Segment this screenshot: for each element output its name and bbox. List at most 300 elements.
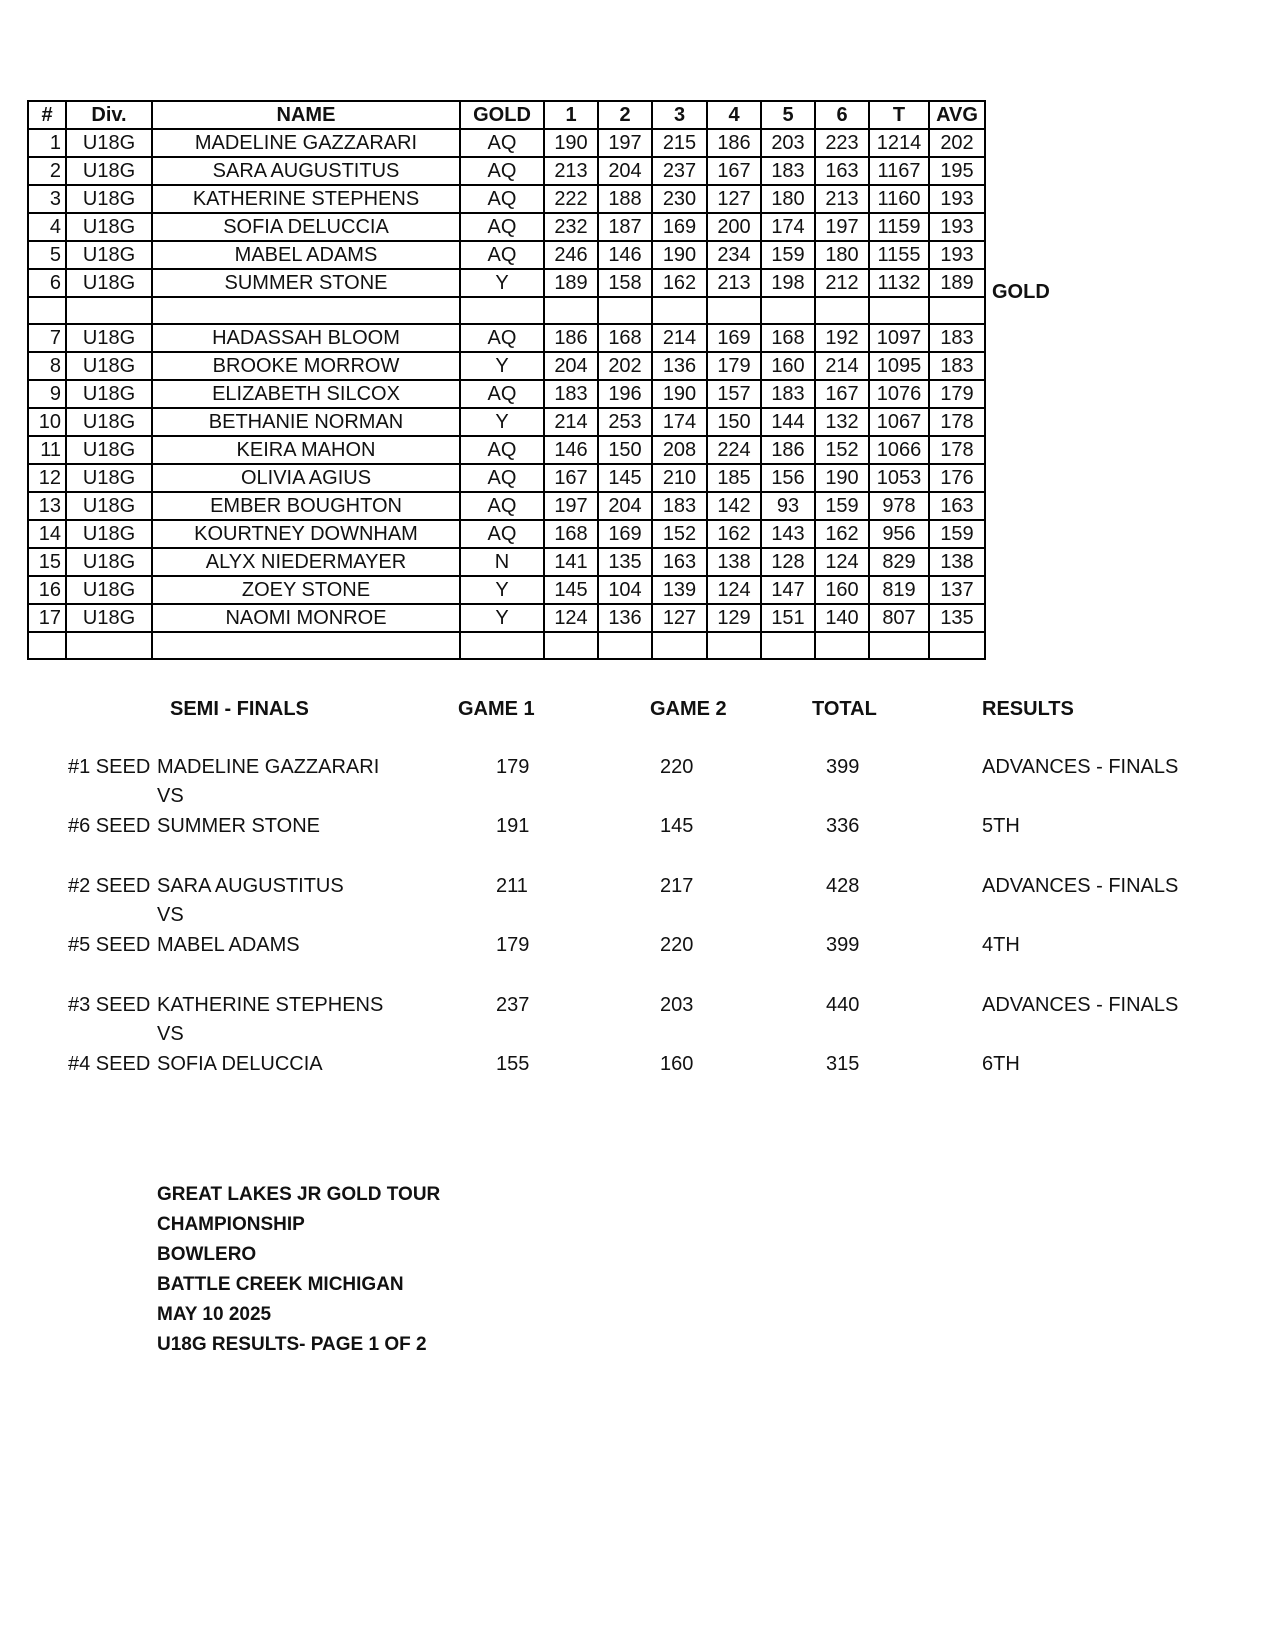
table-row [28,520,985,548]
footer-line: U18G RESULTS- PAGE 1 OF 2 [157,1334,427,1355]
gold-cutoff-label: GOLD [992,281,1050,303]
table-cell [544,632,598,659]
table-cell: 129 [707,604,761,632]
table-cell: 183 [761,380,815,408]
event-footer [157,1180,440,1360]
table-cell: 169 [652,213,707,241]
table-cell: 183 [929,352,985,380]
table-cell: 142 [707,492,761,520]
table-cell: 183 [761,157,815,185]
col-header: GOLD [460,101,544,129]
table-cell: 15 [28,548,66,576]
table-cell: 162 [652,269,707,297]
bowler-name: SUMMER STONE [157,815,320,837]
table-cell [652,632,707,659]
table-cell: 195 [929,157,985,185]
col-header: 1 [544,101,598,129]
total-score: 399 [826,934,860,956]
table-cell [761,632,815,659]
table-cell: U18G [66,464,152,492]
bowler-name-cell: KATHERINE STEPHENS [152,185,460,213]
table-cell [66,632,152,659]
table-cell: AQ [460,241,544,269]
bowler-name-cell: NAOMI MONROE [152,604,460,632]
table-cell: AQ [460,380,544,408]
table-cell: 3 [28,185,66,213]
table-cell [929,297,985,324]
col-header: 3 [652,101,707,129]
table-cell: 1214 [869,129,929,157]
bowler-name: SARA AUGUSTITUS [157,875,344,897]
table-cell: 198 [761,269,815,297]
footer-line: MAY 10 2025 [157,1304,272,1325]
table-cell: 204 [598,157,652,185]
table-cell: 1053 [869,464,929,492]
table-cell: 2 [28,157,66,185]
table-cell: 234 [707,241,761,269]
table-cell: 10 [28,408,66,436]
table-cell: 124 [544,604,598,632]
table-row [28,380,985,408]
table-cell: 150 [598,436,652,464]
table-row [28,436,985,464]
game2-header: GAME 2 [650,698,727,720]
col-header: 5 [761,101,815,129]
table-row [28,352,985,380]
table-cell: 152 [652,520,707,548]
table-cell: 1155 [869,241,929,269]
bowler-name: MABEL ADAMS [157,934,300,956]
table-cell: 150 [707,408,761,436]
bowler-name-cell: KOURTNEY DOWNHAM [152,520,460,548]
table-cell: 196 [598,380,652,408]
table-cell: U18G [66,604,152,632]
table-cell: 204 [544,352,598,380]
table-cell: 127 [652,604,707,632]
table-row [28,408,985,436]
table-cell: U18G [66,129,152,157]
table-cell: 1066 [869,436,929,464]
table-cell: 167 [544,464,598,492]
table-cell: 178 [929,408,985,436]
table-cell: 224 [707,436,761,464]
table-cell: 167 [815,380,869,408]
table-cell: U18G [66,436,152,464]
table-cell: 1097 [869,324,929,352]
table-cell: 138 [929,548,985,576]
table-cell: U18G [66,408,152,436]
table-cell: 183 [652,492,707,520]
table-cell: 1 [28,129,66,157]
standings-table [27,100,986,660]
table-cell: U18G [66,213,152,241]
table-cell: 197 [544,492,598,520]
col-header: 6 [815,101,869,129]
table-cell: 189 [544,269,598,297]
table-cell: 1159 [869,213,929,241]
table-cell: 138 [707,548,761,576]
table-cell: 190 [815,464,869,492]
result-text: 5TH [982,815,1020,837]
table-cell: 145 [598,464,652,492]
table-cell: 203 [761,129,815,157]
result-text: ADVANCES - FINALS [982,756,1179,778]
table-cell: 978 [869,492,929,520]
bowler-name-cell: SARA AUGUSTITUS [152,157,460,185]
table-cell: 140 [815,604,869,632]
table-cell: 200 [707,213,761,241]
col-header: 2 [598,101,652,129]
table-cell: 215 [652,129,707,157]
seed-label: #1 SEED [68,756,151,778]
table-cell: 246 [544,241,598,269]
table-cell: 197 [598,129,652,157]
table-cell: 158 [598,269,652,297]
table-row [28,576,985,604]
total-score: 315 [826,1053,860,1075]
table-cell: 135 [929,604,985,632]
table-cell: 223 [815,129,869,157]
table-cell: U18G [66,241,152,269]
total-score: 428 [826,875,860,897]
footer-line: GREAT LAKES JR GOLD TOUR [157,1184,441,1205]
table-cell: 237 [652,157,707,185]
game2-score: 145 [660,815,694,837]
footer-line: CHAMPIONSHIP [157,1214,305,1235]
table-cell: 179 [707,352,761,380]
table-cell: U18G [66,520,152,548]
total-score: 399 [826,756,860,778]
table-cell: 174 [761,213,815,241]
table-body [28,129,985,659]
table-cell: 193 [929,213,985,241]
table-cell: 128 [761,548,815,576]
table-cell: 159 [815,492,869,520]
table-cell [598,297,652,324]
col-header: 4 [707,101,761,129]
table-cell [152,297,460,324]
footer-line: BATTLE CREEK MICHIGAN [157,1274,404,1295]
table-cell: 16 [28,576,66,604]
game1-score: 237 [496,994,530,1016]
table-cell: 152 [815,436,869,464]
bowler-name: SOFIA DELUCCIA [157,1053,323,1075]
table-cell: 197 [815,213,869,241]
table-cell: 127 [707,185,761,213]
table-cell: 189 [929,269,985,297]
table-cell [598,632,652,659]
table-row [28,269,985,297]
table-cell: N [460,548,544,576]
table-cell [869,632,929,659]
table-cell [652,297,707,324]
game2-score: 217 [660,875,694,897]
table-cell: 1095 [869,352,929,380]
table-cell: 193 [929,185,985,213]
table-row [28,548,985,576]
table-cell: U18G [66,157,152,185]
table-cell: 143 [761,520,815,548]
game1-header: GAME 1 [458,698,535,720]
col-header: T [869,101,929,129]
table-cell: 204 [598,492,652,520]
game1-score: 191 [496,815,530,837]
table-cell: AQ [460,492,544,520]
table-cell: 222 [544,185,598,213]
bowler-name-cell: ELIZABETH SILCOX [152,380,460,408]
table-cell: 1167 [869,157,929,185]
table-cell: U18G [66,185,152,213]
seed-label: #6 SEED [68,815,151,837]
semifinals-title: SEMI - FINALS [170,698,309,720]
bowler-name-cell: HADASSAH BLOOM [152,324,460,352]
bowler-name-cell: SUMMER STONE [152,269,460,297]
table-row [28,492,985,520]
table-cell: 168 [598,324,652,352]
game1-score: 179 [496,934,530,956]
table-cell: 13 [28,492,66,520]
table-cell: 230 [652,185,707,213]
bowler-name-cell: SOFIA DELUCCIA [152,213,460,241]
col-header: AVG [929,101,985,129]
table-cell [544,297,598,324]
table-row [28,241,985,269]
game1-score: 179 [496,756,530,778]
table-cell: 174 [652,408,707,436]
table-cell: AQ [460,520,544,548]
table-cell: AQ [460,129,544,157]
vs-label: VS [157,904,184,926]
table-cell: 180 [815,241,869,269]
table-cell: 5 [28,241,66,269]
table-cell: 168 [761,324,815,352]
bowler-name-cell: ZOEY STONE [152,576,460,604]
table-cell: 163 [652,548,707,576]
table-cell: AQ [460,436,544,464]
total-score: 336 [826,815,860,837]
table-cell: 186 [707,129,761,157]
table-cell: 135 [598,548,652,576]
table-cell [929,632,985,659]
total-score: 440 [826,994,860,1016]
vs-label: VS [157,1023,184,1045]
table-cell: 4 [28,213,66,241]
table-cell: 139 [652,576,707,604]
table-cell [707,632,761,659]
table-cell [815,297,869,324]
table-cell: 159 [929,520,985,548]
table-row [28,185,985,213]
table-cell [460,297,544,324]
table-cell [152,632,460,659]
col-header: NAME [152,101,460,129]
game2-score: 220 [660,756,694,778]
table-cell: 192 [815,324,869,352]
table-cell: Y [460,604,544,632]
table-cell: 232 [544,213,598,241]
table-cell: AQ [460,324,544,352]
table-cell: 202 [929,129,985,157]
table-cell: 1132 [869,269,929,297]
table-cell: 210 [652,464,707,492]
table-cell [707,297,761,324]
result-text: 6TH [982,1053,1020,1075]
table-cell: 829 [869,548,929,576]
table-cell: 956 [869,520,929,548]
table-cell [66,297,152,324]
table-cell: 7 [28,324,66,352]
footer-line: BOWLERO [157,1244,257,1265]
table-cell: 144 [761,408,815,436]
table-cell: 168 [544,520,598,548]
table-cell: 151 [761,604,815,632]
table-cell [28,297,66,324]
seed-label: #4 SEED [68,1053,151,1075]
blank-row [28,632,985,659]
bowler-name-cell: MABEL ADAMS [152,241,460,269]
bowler-name-cell: OLIVIA AGIUS [152,464,460,492]
table-cell: 178 [929,436,985,464]
table-cell [815,632,869,659]
table-cell: U18G [66,492,152,520]
table-cell: AQ [460,464,544,492]
table-cell: 190 [544,129,598,157]
table-cell: 186 [761,436,815,464]
table-cell: 145 [544,576,598,604]
table-cell: Y [460,408,544,436]
table-cell: 169 [598,520,652,548]
table-cell: 146 [544,436,598,464]
table-cell: 137 [929,576,985,604]
table-cell: 104 [598,576,652,604]
table-cell: AQ [460,213,544,241]
table-cell: 132 [815,408,869,436]
table-cell: 163 [815,157,869,185]
table-cell: 9 [28,380,66,408]
table-cell: 8 [28,352,66,380]
bowler-name-cell: EMBER BOUGHTON [152,492,460,520]
table-cell: U18G [66,352,152,380]
col-header: Div. [66,101,152,129]
table-cell [460,632,544,659]
table-cell [28,632,66,659]
results-header: RESULTS [982,698,1074,720]
table-cell: 183 [929,324,985,352]
result-text: ADVANCES - FINALS [982,875,1179,897]
table-cell: 807 [869,604,929,632]
game1-score: 155 [496,1053,530,1075]
table-cell: U18G [66,380,152,408]
game2-score: 160 [660,1053,694,1075]
table-cell: 162 [815,520,869,548]
col-header: # [28,101,66,129]
table-cell: 180 [761,185,815,213]
table-cell: 156 [761,464,815,492]
table-cell: 188 [598,185,652,213]
table-row [28,464,985,492]
table-cell: 6 [28,269,66,297]
table-cell: 169 [707,324,761,352]
bowler-name-cell: BROOKE MORROW [152,352,460,380]
table-cell: 213 [815,185,869,213]
table-cell: U18G [66,548,152,576]
table-cell: 136 [652,352,707,380]
table-cell: 1067 [869,408,929,436]
table-cell: 14 [28,520,66,548]
table-cell: Y [460,576,544,604]
result-text: 4TH [982,934,1020,956]
table-cell: 214 [815,352,869,380]
table-cell: 160 [761,352,815,380]
table-cell: AQ [460,185,544,213]
table-cell: 214 [652,324,707,352]
bowler-name-cell: KEIRA MAHON [152,436,460,464]
game2-score: 220 [660,934,694,956]
bowler-name-cell: ALYX NIEDERMAYER [152,548,460,576]
table-cell: 163 [929,492,985,520]
table-cell: U18G [66,576,152,604]
game2-score: 203 [660,994,694,1016]
table-cell: 124 [815,548,869,576]
table-cell: 214 [544,408,598,436]
table-row [28,129,985,157]
table-cell: 124 [707,576,761,604]
blank-row [28,297,985,324]
table-cell: U18G [66,269,152,297]
seed-label: #2 SEED [68,875,151,897]
table-cell: 176 [929,464,985,492]
table-cell: 1160 [869,185,929,213]
table-cell: 11 [28,436,66,464]
table-cell: Y [460,269,544,297]
table-cell: 159 [761,241,815,269]
table-cell: 17 [28,604,66,632]
table-cell: 208 [652,436,707,464]
table-cell: 213 [707,269,761,297]
table-cell: 190 [652,380,707,408]
table-cell: 146 [598,241,652,269]
table-cell: 157 [707,380,761,408]
table-cell: 190 [652,241,707,269]
table-row [28,213,985,241]
table-cell: 141 [544,548,598,576]
table-cell: 202 [598,352,652,380]
table-cell: AQ [460,157,544,185]
table-cell: 213 [544,157,598,185]
table-cell: U18G [66,324,152,352]
vs-label: VS [157,785,184,807]
total-header: TOTAL [812,698,877,720]
seed-label: #5 SEED [68,934,151,956]
table-cell: 212 [815,269,869,297]
table-cell: 167 [707,157,761,185]
seed-label: #3 SEED [68,994,151,1016]
result-text: ADVANCES - FINALS [982,994,1179,1016]
table-cell: Y [460,352,544,380]
table-cell: 819 [869,576,929,604]
table-row [28,324,985,352]
table-cell: 187 [598,213,652,241]
table-header-row [28,101,985,129]
game1-score: 211 [496,875,528,897]
table-cell: 147 [761,576,815,604]
table-cell: 185 [707,464,761,492]
table-cell: 162 [707,520,761,548]
table-cell: 193 [929,241,985,269]
table-cell: 12 [28,464,66,492]
bowler-name-cell: BETHANIE NORMAN [152,408,460,436]
table-cell: 183 [544,380,598,408]
